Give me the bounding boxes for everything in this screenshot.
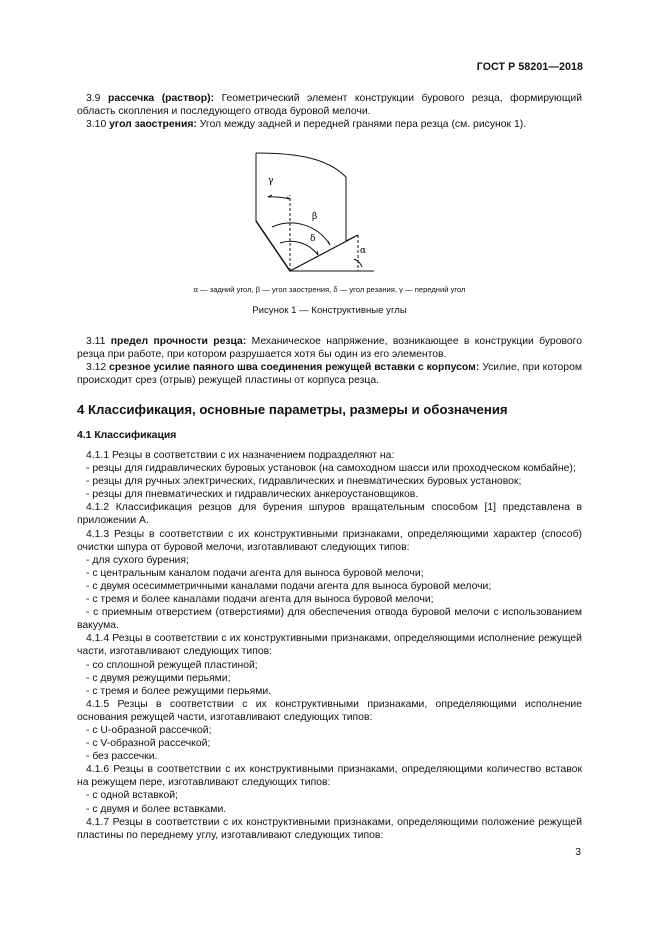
section-4-body [77, 449, 582, 842]
term-name: рассечка (раствор): [107, 93, 215, 104]
term-number: 3.10 [86, 119, 107, 131]
term-3-12 [77, 361, 582, 387]
list-item: - с двумя режущими перьями; [86, 672, 231, 684]
term-name: угол заострения: [109, 119, 197, 131]
page-number: 3 [575, 847, 581, 858]
term-number: 3.11 [86, 336, 106, 347]
list-item: - для сухого бурения; [86, 554, 189, 566]
paragraph: 4.1.7 Резцы в соответствии с их конструктивными признаками, определяющими положение режущей пластины по переднему углу, изготавливают следующих типов: [77, 816, 582, 841]
list-item: - резцы для ручных электрических, гидравлических и пневматических буровых установок; [86, 476, 522, 488]
list-item: - с U-образной рассечкой; [86, 724, 212, 736]
label-beta: β [312, 212, 318, 222]
term-3-9 [77, 92, 582, 118]
term-number: 3.12 [86, 362, 107, 374]
terms-bottom [77, 335, 582, 387]
term-3-11 [77, 335, 582, 361]
term-definition: Механическое напряжение, возникающее в конструкции бурового резца при работе, при котором разрушается хотя бы один из его элементов. [77, 336, 582, 361]
terms-top [77, 92, 582, 131]
list-item: - с одной вставкой; [86, 790, 178, 802]
paragraph: 4.1.2 Классификация резцов для бурения шпуров вращательным способом [1] представлена в приложении А. [77, 502, 582, 527]
paragraph: 4.1.6 Резцы в соответствии с их конструктивными признаками, определяющими количество вставок на режущем пере, изготавливают следующих типов: [77, 764, 582, 789]
label-delta: δ [310, 234, 316, 244]
arc-gamma [268, 197, 290, 199]
list-item: - с приемным отверстием (отверстиями) для обеспечения отвода буровой мелочи с использованием вакуума. [77, 607, 582, 632]
list-item: - со сплошной режущей пластиной; [86, 659, 258, 671]
section-4-heading: 4 Классификация, основные параметры, размеры и обозначения [77, 402, 508, 417]
label-gamma: γ [268, 176, 274, 186]
list-item: - резцы для гидравлических буровых установок (на самоходном шасси или проходческом комбайне); [86, 463, 576, 475]
figure-legend: α — задний угол, β — угол заострения, δ — угол резания, γ — передний угол [193, 285, 466, 294]
term-definition: Угол между задней и передней гранями пера резца (см. рисунок 1). [196, 119, 527, 131]
figure-title: Рисунок 1 — Конструктивные углы [252, 305, 407, 316]
term-definition: Усилие, при котором происходит срез (отрыв) режущей пластины от корпуса резца. [77, 362, 582, 387]
paragraph: 4.1.5 Резцы в соответствии с их конструктивными признаками, определяющими исполнение основания режущей части, изготавливают следующих типов: [77, 698, 582, 723]
list-item: - с тремя и более каналами подачи агента для выноса буровой мелочи; [86, 594, 434, 606]
cutting-plate [256, 221, 358, 271]
list-item: - с двумя осесимметричными каналами подачи агента для выноса буровой мелочи; [86, 580, 492, 592]
subsection-4-1-heading: 4.1 Классификация [77, 430, 177, 441]
term-name: предел прочности резца: [110, 336, 247, 347]
list-item: - с центральным каналом подачи агента для выноса буровой мелочи; [86, 567, 424, 579]
list-item: - резцы для пневматических и гидравлических анкероустановщиков. [86, 489, 419, 501]
doc-code-header: ГОСТ Р 58201—2018 [476, 61, 583, 73]
list-item: - с двумя и более вставками. [86, 803, 227, 815]
arc-beta [272, 223, 330, 245]
list-item: - с тремя и более режущими перьями. [86, 685, 272, 697]
list-item: - с V-образной рассечкой; [86, 738, 211, 750]
term-3-10 [77, 118, 582, 131]
body-top-curve [256, 153, 346, 177]
term-definition: Геометрический элемент конструкции бурового резца, формирующий область скопления и последующего отвода буровой мелочи. [77, 93, 583, 118]
label-alpha: α [360, 246, 367, 256]
paragraph: 4.1.3 Резцы в соответствии с их конструктивными признаками, определяющими характер (способ) очистки шпура от буровой мелочи, изготавливают следующих типов: [77, 528, 582, 553]
figure-construction-angles [150, 147, 510, 287]
paragraph: 4.1.1 Резцы в соответствии с их назначением подразделяют на: [86, 450, 395, 461]
term-number: 3.9 [86, 93, 101, 104]
list-item: - без рассечки. [86, 751, 158, 763]
term-name: срезное усилие паяного шва соединения режущей вставки с корпусом: [109, 362, 480, 374]
paragraph: 4.1.4 Резцы в соответствии с их конструктивными признаками, определяющими исполнение режущей части, изготавливают следующих типов: [77, 633, 582, 658]
